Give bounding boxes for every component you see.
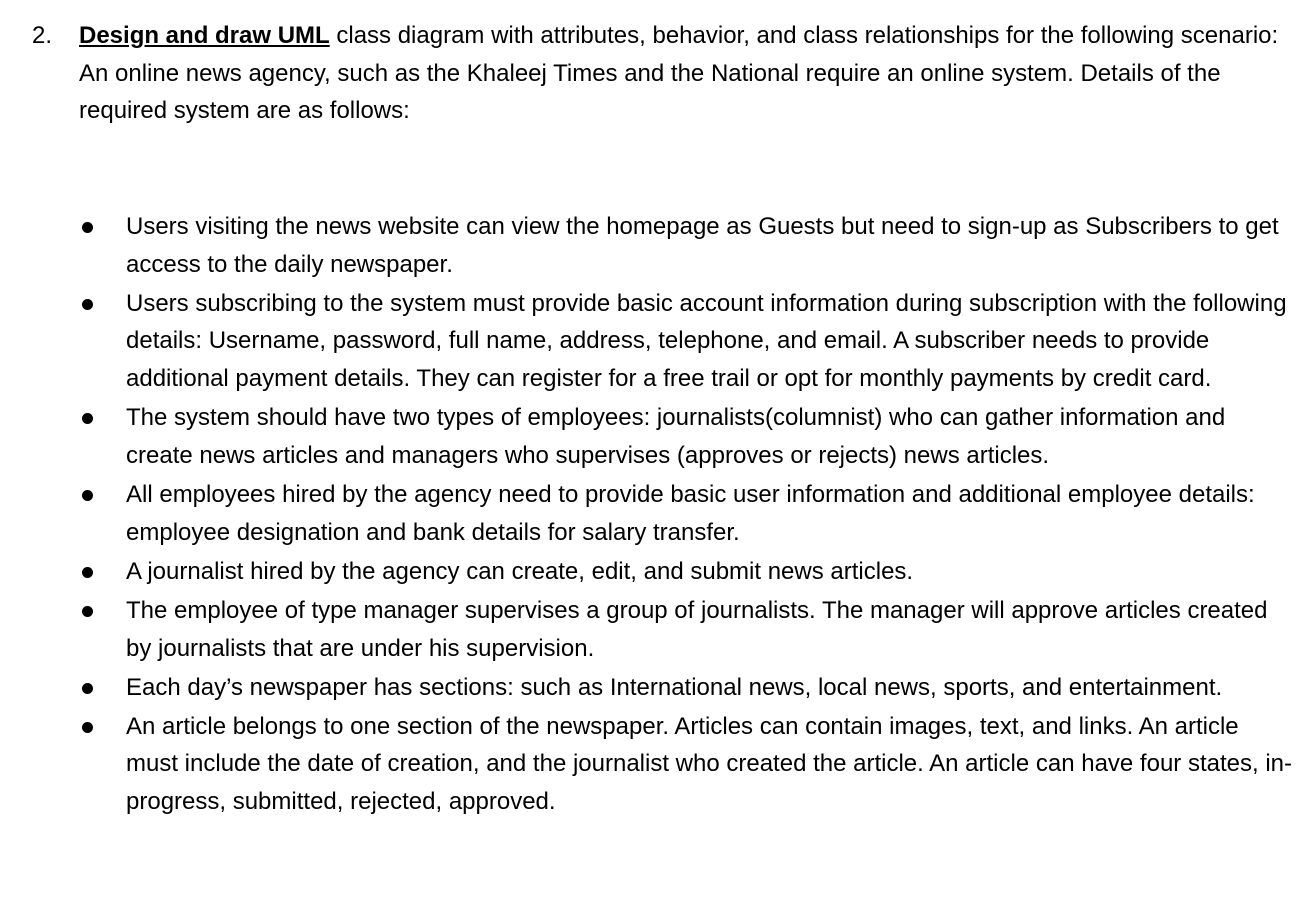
list-item <box>0 669 1296 707</box>
list-item-text: The system should have two types of employees: journalists(columnist) who can gather information and create news articles and managers who supervises (approves or rejects) news articles. <box>126 404 1226 469</box>
list-item <box>0 592 1296 667</box>
bullet-icon <box>82 567 93 578</box>
question-body <box>79 17 1294 130</box>
bullet-icon <box>82 490 93 501</box>
list-item-text: All employees hired by the agency need to provide basic user information and additional employee details: employee designation and bank details for salary transfer. <box>126 480 1255 546</box>
list-item-text: Users subscribing to the system must provide basic account information during subscription with the following details: Username, password, full name, address, telephone, and email. A subscriber needs to provide additional payment details. They can register for a free trail or opt for monthly payments by credit card. <box>126 289 1287 392</box>
list-item <box>0 476 1296 551</box>
question-heading <box>79 17 1294 55</box>
question-heading-text: class diagram with attributes, behavior, and class relationships for the following scenario: <box>329 22 1279 49</box>
list-item <box>0 285 1296 398</box>
bullet-icon <box>82 606 93 617</box>
bullet-icon <box>82 683 93 694</box>
question-heading-emphasis: Design and draw UML <box>79 22 330 49</box>
list-item-text: Users visiting the news website can view the homepage as Guests but need to sign-up as Subscribers to get access to the daily newspaper. <box>126 213 1279 278</box>
list-item-text: Each day’s newspaper has sections: such as International news, local news, sports, and entertainment. <box>126 673 1223 701</box>
question-number: 2. <box>32 22 53 49</box>
list-item-text: The employee of type manager supervises a group of journalists. The manager will approve articles created by journalists that are under his supervision. <box>126 596 1268 662</box>
list-item <box>0 208 1296 283</box>
bullet-icon <box>82 413 93 424</box>
question-intro: An online news agency, such as the Khaleej Times and the National require an online system. Details of the required system are as follows: <box>79 59 1221 124</box>
list-item-text: A journalist hired by the agency can create, edit, and submit news articles. <box>126 557 914 585</box>
bullet-icon <box>82 722 93 733</box>
requirements-list <box>0 208 1314 822</box>
bullet-icon <box>82 299 93 310</box>
list-item <box>0 399 1296 474</box>
list-item-text: An article belongs to one section of the newspaper. Articles can contain images, text, and links. An article must include the date of creation, and the journalist who created the article. An article can have four states, in-progress, submitted, rejected, approved. <box>126 712 1292 816</box>
list-item <box>0 553 1296 591</box>
list-item <box>0 708 1296 821</box>
bullet-icon <box>82 222 93 233</box>
